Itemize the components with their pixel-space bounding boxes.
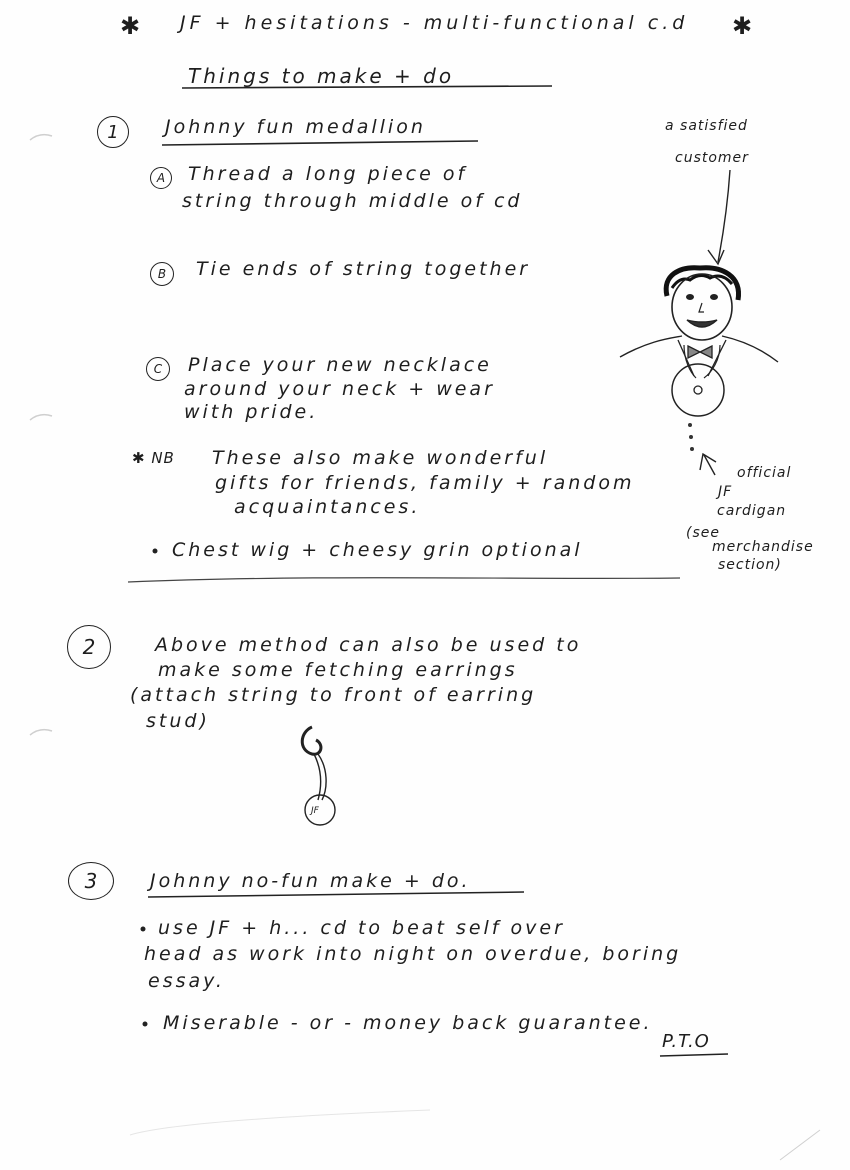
pto-label: P.T.O <box>662 1031 710 1052</box>
customer-label-line1: a satisfied <box>665 118 748 134</box>
section1-heading: Johnny fun medallion <box>165 116 426 138</box>
section2-line4: stud) <box>146 710 210 732</box>
page-subtitle: Things to make + do <box>188 64 455 88</box>
section3-bullet1-line3: essay. <box>148 970 225 992</box>
cardigan-label-line3: cardigan <box>717 503 787 519</box>
section2-line3: (attach string to front of earring <box>130 684 537 706</box>
step-a-marker-text: A <box>156 171 166 185</box>
step-c-marker-text: C <box>153 362 163 376</box>
step-a-line1: Thread a long piece of <box>188 163 468 185</box>
customer-label-line2: customer <box>675 150 749 166</box>
cardigan-label-line5: merchandise <box>712 539 814 555</box>
nb-line2: gifts for friends, family + random <box>215 472 635 494</box>
section2-line2: make some fetching earrings <box>158 659 518 681</box>
section1-bullet: Chest wig + cheesy grin optional <box>172 539 583 561</box>
star-left: ✱ <box>120 12 144 40</box>
cardigan-label-line6: section) <box>718 557 782 573</box>
step-b-line1: Tie ends of string together <box>196 258 531 280</box>
section3-heading: Johnny no-fun make + do. <box>150 870 471 892</box>
nb-line3: acquaintances. <box>234 496 421 518</box>
step-a-line2: string through middle of cd <box>182 190 523 212</box>
earring-label: JF <box>311 806 319 816</box>
section3-bullet2: Miserable - or - money back guarantee. <box>163 1012 653 1034</box>
section2-line1: Above method can also be used to <box>155 634 582 656</box>
nb-marker: ✱ NB <box>132 449 175 467</box>
star-right: ✱ <box>732 12 756 40</box>
section3-bullet1-line2: head as work into night on overdue, boring <box>144 943 682 965</box>
step-c-line2: around your neck + wear <box>184 378 495 400</box>
section2-number-text: 2 <box>82 635 96 659</box>
step-c-line1: Place your new necklace <box>188 354 492 376</box>
section3-bullet1-line1: use JF + h... cd to beat self over <box>158 917 565 939</box>
cardigan-label-line4: (see <box>686 525 720 541</box>
section1-number-text: 1 <box>107 121 119 143</box>
section3-number-text: 3 <box>84 869 98 893</box>
step-c-line3: with pride. <box>184 401 319 423</box>
cardigan-label-line1: official <box>737 465 792 481</box>
step-b-marker-text: B <box>157 267 167 281</box>
page-title: JF + hesitations - multi-functional c.d <box>180 12 689 34</box>
cardigan-label-line2: JF <box>718 484 733 500</box>
nb-line1: These also make wonderful <box>212 447 549 469</box>
